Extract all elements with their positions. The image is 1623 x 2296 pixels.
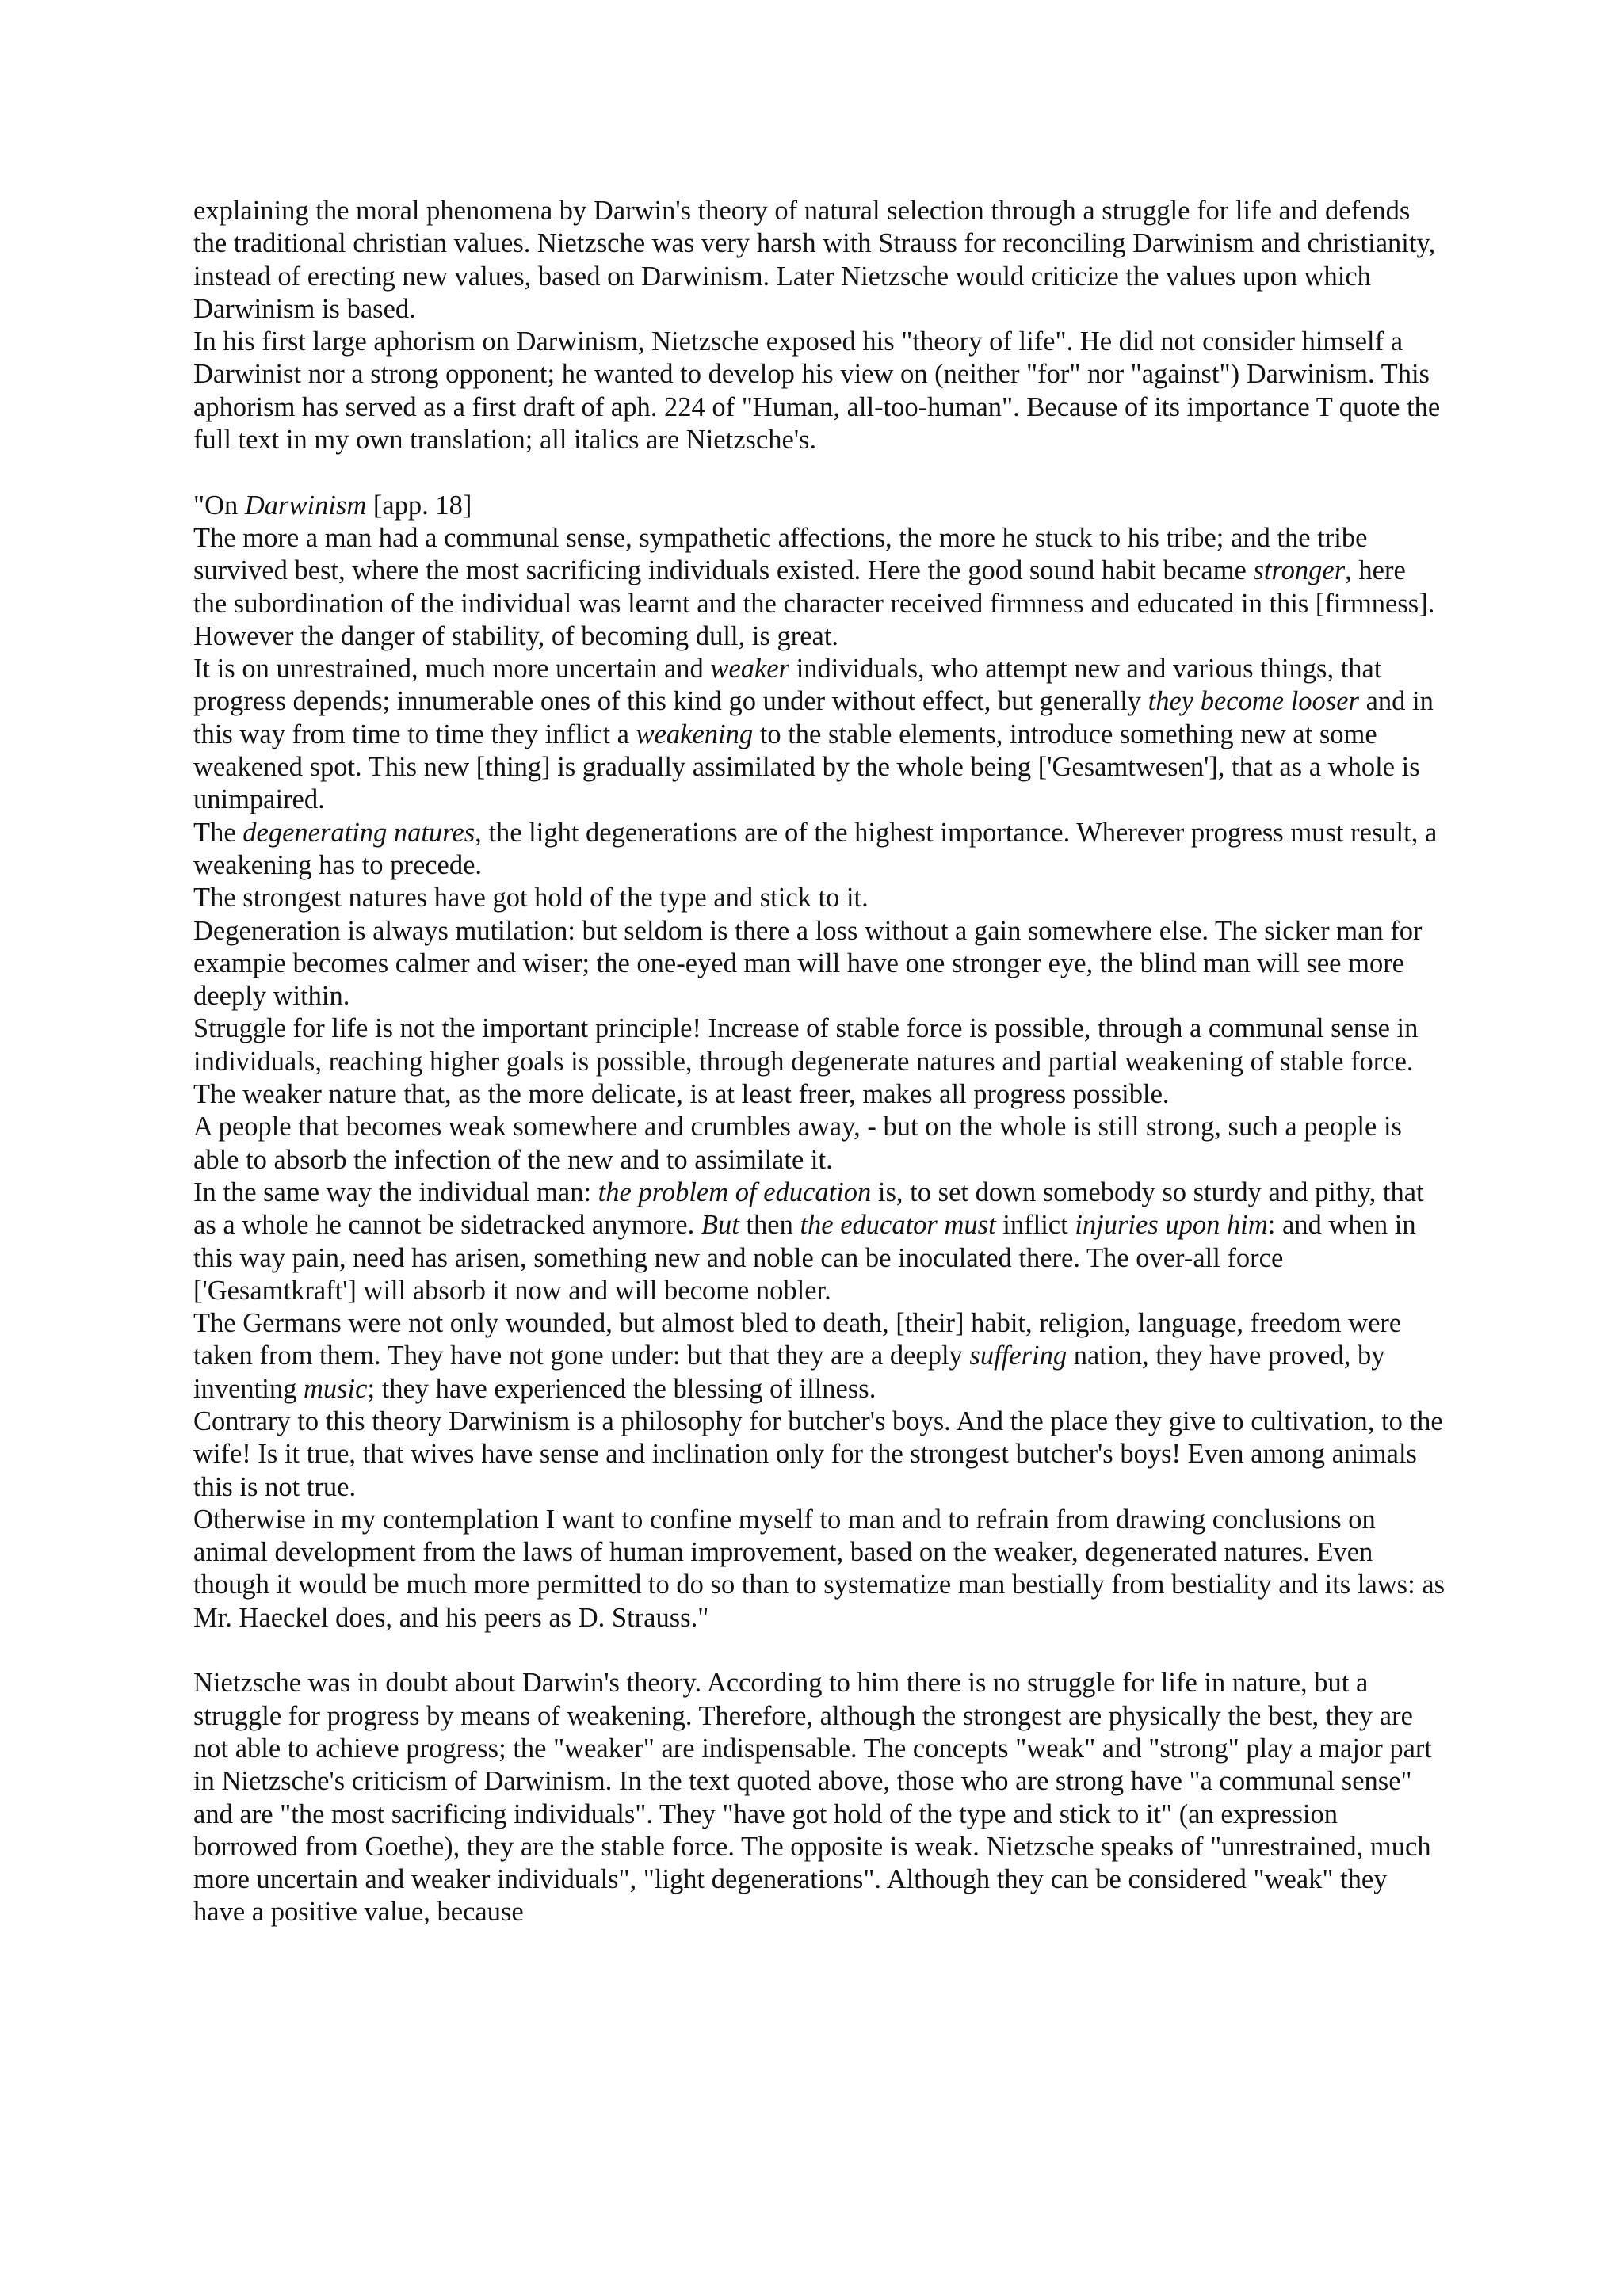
text-run: : and when in this way pain, need has arisen, something new and noble can be inoculated there. The over-all force ['Gesamtkraft'] will absorb it now and will become nobler. bbox=[193, 1210, 1416, 1306]
text-run: then bbox=[739, 1210, 800, 1241]
paragraph bbox=[193, 817, 1445, 883]
paragraph bbox=[193, 1111, 1445, 1177]
paragraph bbox=[193, 1307, 1445, 1405]
text-run: "On bbox=[193, 490, 245, 521]
italic-text: injuries upon him bbox=[1075, 1210, 1268, 1241]
text-run: inflict bbox=[995, 1210, 1075, 1241]
paragraph bbox=[193, 1013, 1445, 1111]
text-run: A people that becomes weak somewhere and crumbles away, - but on the whole is still strong, such a people is able to absorb the infection of the new and to assimilate it. bbox=[193, 1112, 1402, 1175]
italic-text: weakening bbox=[636, 719, 754, 749]
text-run: and in this way from time to time they inflict a bbox=[193, 686, 1434, 749]
text-run: In the same way the individual man: bbox=[193, 1177, 598, 1207]
quote-heading bbox=[193, 490, 1445, 522]
paragraph bbox=[193, 1667, 1445, 1928]
text-run: Struggle for life is not the important principle! Increase of stable force is possible, through a communal sense in individuals, reaching higher goals is possible, through degenerate natures and partial weakening of stable force. The weaker nature that, as the more delicate, is at least freer, makes all progress possible. bbox=[193, 1013, 1419, 1110]
paragraph bbox=[193, 653, 1445, 816]
text-run: Otherwise in my contemplation I want to confine myself to man and to refrain from drawing conclusions on animal development from the laws of human improvement, based on the weaker, degenerated natures. Even though it would be much more permitted to do so than to systematize man bestially from bestiality and its laws: as Mr. Haeckel does, and his peers as D. Strauss." bbox=[193, 1504, 1445, 1633]
text-run: The strongest natures have got hold of the type and stick to it. bbox=[193, 883, 869, 913]
text-run: , the light degenerations are of the highest importance. Wherever progress must result, a weakening has to precede. bbox=[193, 817, 1438, 880]
text-run: The bbox=[193, 817, 243, 848]
paragraph bbox=[193, 326, 1445, 456]
paragraph bbox=[193, 882, 1445, 914]
paragraph bbox=[193, 1504, 1445, 1634]
paragraph-spacer bbox=[193, 1634, 1445, 1667]
italic-text: suffering bbox=[969, 1341, 1067, 1371]
text-run: is, to set down somebody so sturdy and pithy, that as a whole he cannot be sidetracked anymore. bbox=[193, 1177, 1424, 1241]
text-run: It is on unrestrained, much more uncertain and bbox=[193, 654, 711, 685]
text-run: , here the subordination of the individual was learnt and the character received firmness and educated in this [firmness]. However the danger of stability, of becoming dull, is great. bbox=[193, 555, 1435, 651]
text-run: explaining the moral phenomena by Darwin's theory of natural selection through a struggle for life and defends the traditional christian values. Nietzsche was very harsh with Strauss for reconciling Darwinism and christianity, instead of erecting new values, based on Darwinism. Later Nietzsche would criticize the values upon which Darwinism is based. bbox=[193, 196, 1436, 324]
text-run: individuals, who attempt new and various things, that progress depends; innumerable ones of this kind go under without effect, but generally bbox=[193, 654, 1382, 717]
italic-text: weaker bbox=[710, 654, 790, 685]
italic-text: degenerating natures bbox=[242, 817, 475, 848]
text-run: Contrary to this theory Darwinism is a philosophy for butcher's boys. And the place they give to cultivation, to the wife! Is it true, that wives have sense and inclination only for the strongest butcher's boys! Even among animals this is not true. bbox=[193, 1405, 1443, 1502]
text-run: In his first large aphorism on Darwinism, Nietzsche exposed his "theory of life". He did not consider himself a Darwinist nor a strong opponent; he wanted to develop his view on (neither "for" nor "against") Darwinism. This aphorism has served as a first draft of aph. 224 of "Human, all-too-human". Because of its importance T quote the full text in my own translation; all italics are Nietzsche's. bbox=[193, 326, 1441, 456]
paragraph bbox=[193, 1177, 1445, 1307]
italic-text: the educator must bbox=[800, 1210, 996, 1241]
text-run: Degeneration is always mutilation: but seldom is there a loss without a gain somewhere else. The sicker man for exampie becomes calmer and wiser; the one-eyed man will have one stronger eye, the blind man will see more deeply within. bbox=[193, 915, 1423, 1012]
italic-text: music bbox=[303, 1373, 368, 1404]
paragraph bbox=[193, 522, 1445, 653]
italic-text: stronger bbox=[1253, 555, 1346, 586]
text-run: ; they have experienced the blessing of illness. bbox=[367, 1373, 876, 1404]
italic-text: Darwinism bbox=[244, 490, 367, 521]
italic-text: they become looser bbox=[1148, 686, 1359, 717]
paragraph bbox=[193, 1405, 1445, 1504]
text-run: nation, they have proved, by inventing bbox=[193, 1341, 1385, 1404]
paragraph bbox=[193, 915, 1445, 1013]
paragraph-spacer bbox=[193, 456, 1445, 489]
text-run: The Germans were not only wounded, but almost bled to death, [their] habit, religion, language, freedom were taken from them. They have not gone under: but that they are a deeply bbox=[193, 1308, 1402, 1371]
italic-text: the problem of education bbox=[598, 1177, 872, 1207]
text-run: to the stable elements, introduce something new at some weakened spot. This new [thing] is gradually assimilated by the whole being ['Gesamtwesen'], that as a whole is unimpaired. bbox=[193, 719, 1420, 815]
text-run: [app. 18] bbox=[366, 490, 472, 521]
document-page bbox=[193, 195, 1445, 1929]
paragraph bbox=[193, 195, 1445, 326]
italic-text: But bbox=[701, 1210, 739, 1241]
text-run: The more a man had a communal sense, sympathetic affections, the more he stuck to his tribe; and the tribe survived best, where the most sacrificing individuals existed. Here the good sound habit became bbox=[193, 522, 1368, 586]
text-run: Nietzsche was in doubt about Darwin's theory. According to him there is no struggle for life in nature, but a struggle for progress by means of weakening. Therefore, although the strongest are physically the best, they are not able to achieve progress; the "weaker" are indispensable. The concepts "weak" and "strong" play a major part in Nietzsche's criticism of Darwinism. In the text quoted above, those who are strong have "a communal sense" and are "the most sacrificing individuals". They "have got hold of the type and stick to it" (an expression borrowed from Goethe), they are the stable force. The opposite is weak. Nietzsche speaks of "unrestrained, much more uncertain and weaker individuals", "light degenerations". Although they can be considered "weak" they have a positive value, because bbox=[193, 1668, 1432, 1928]
